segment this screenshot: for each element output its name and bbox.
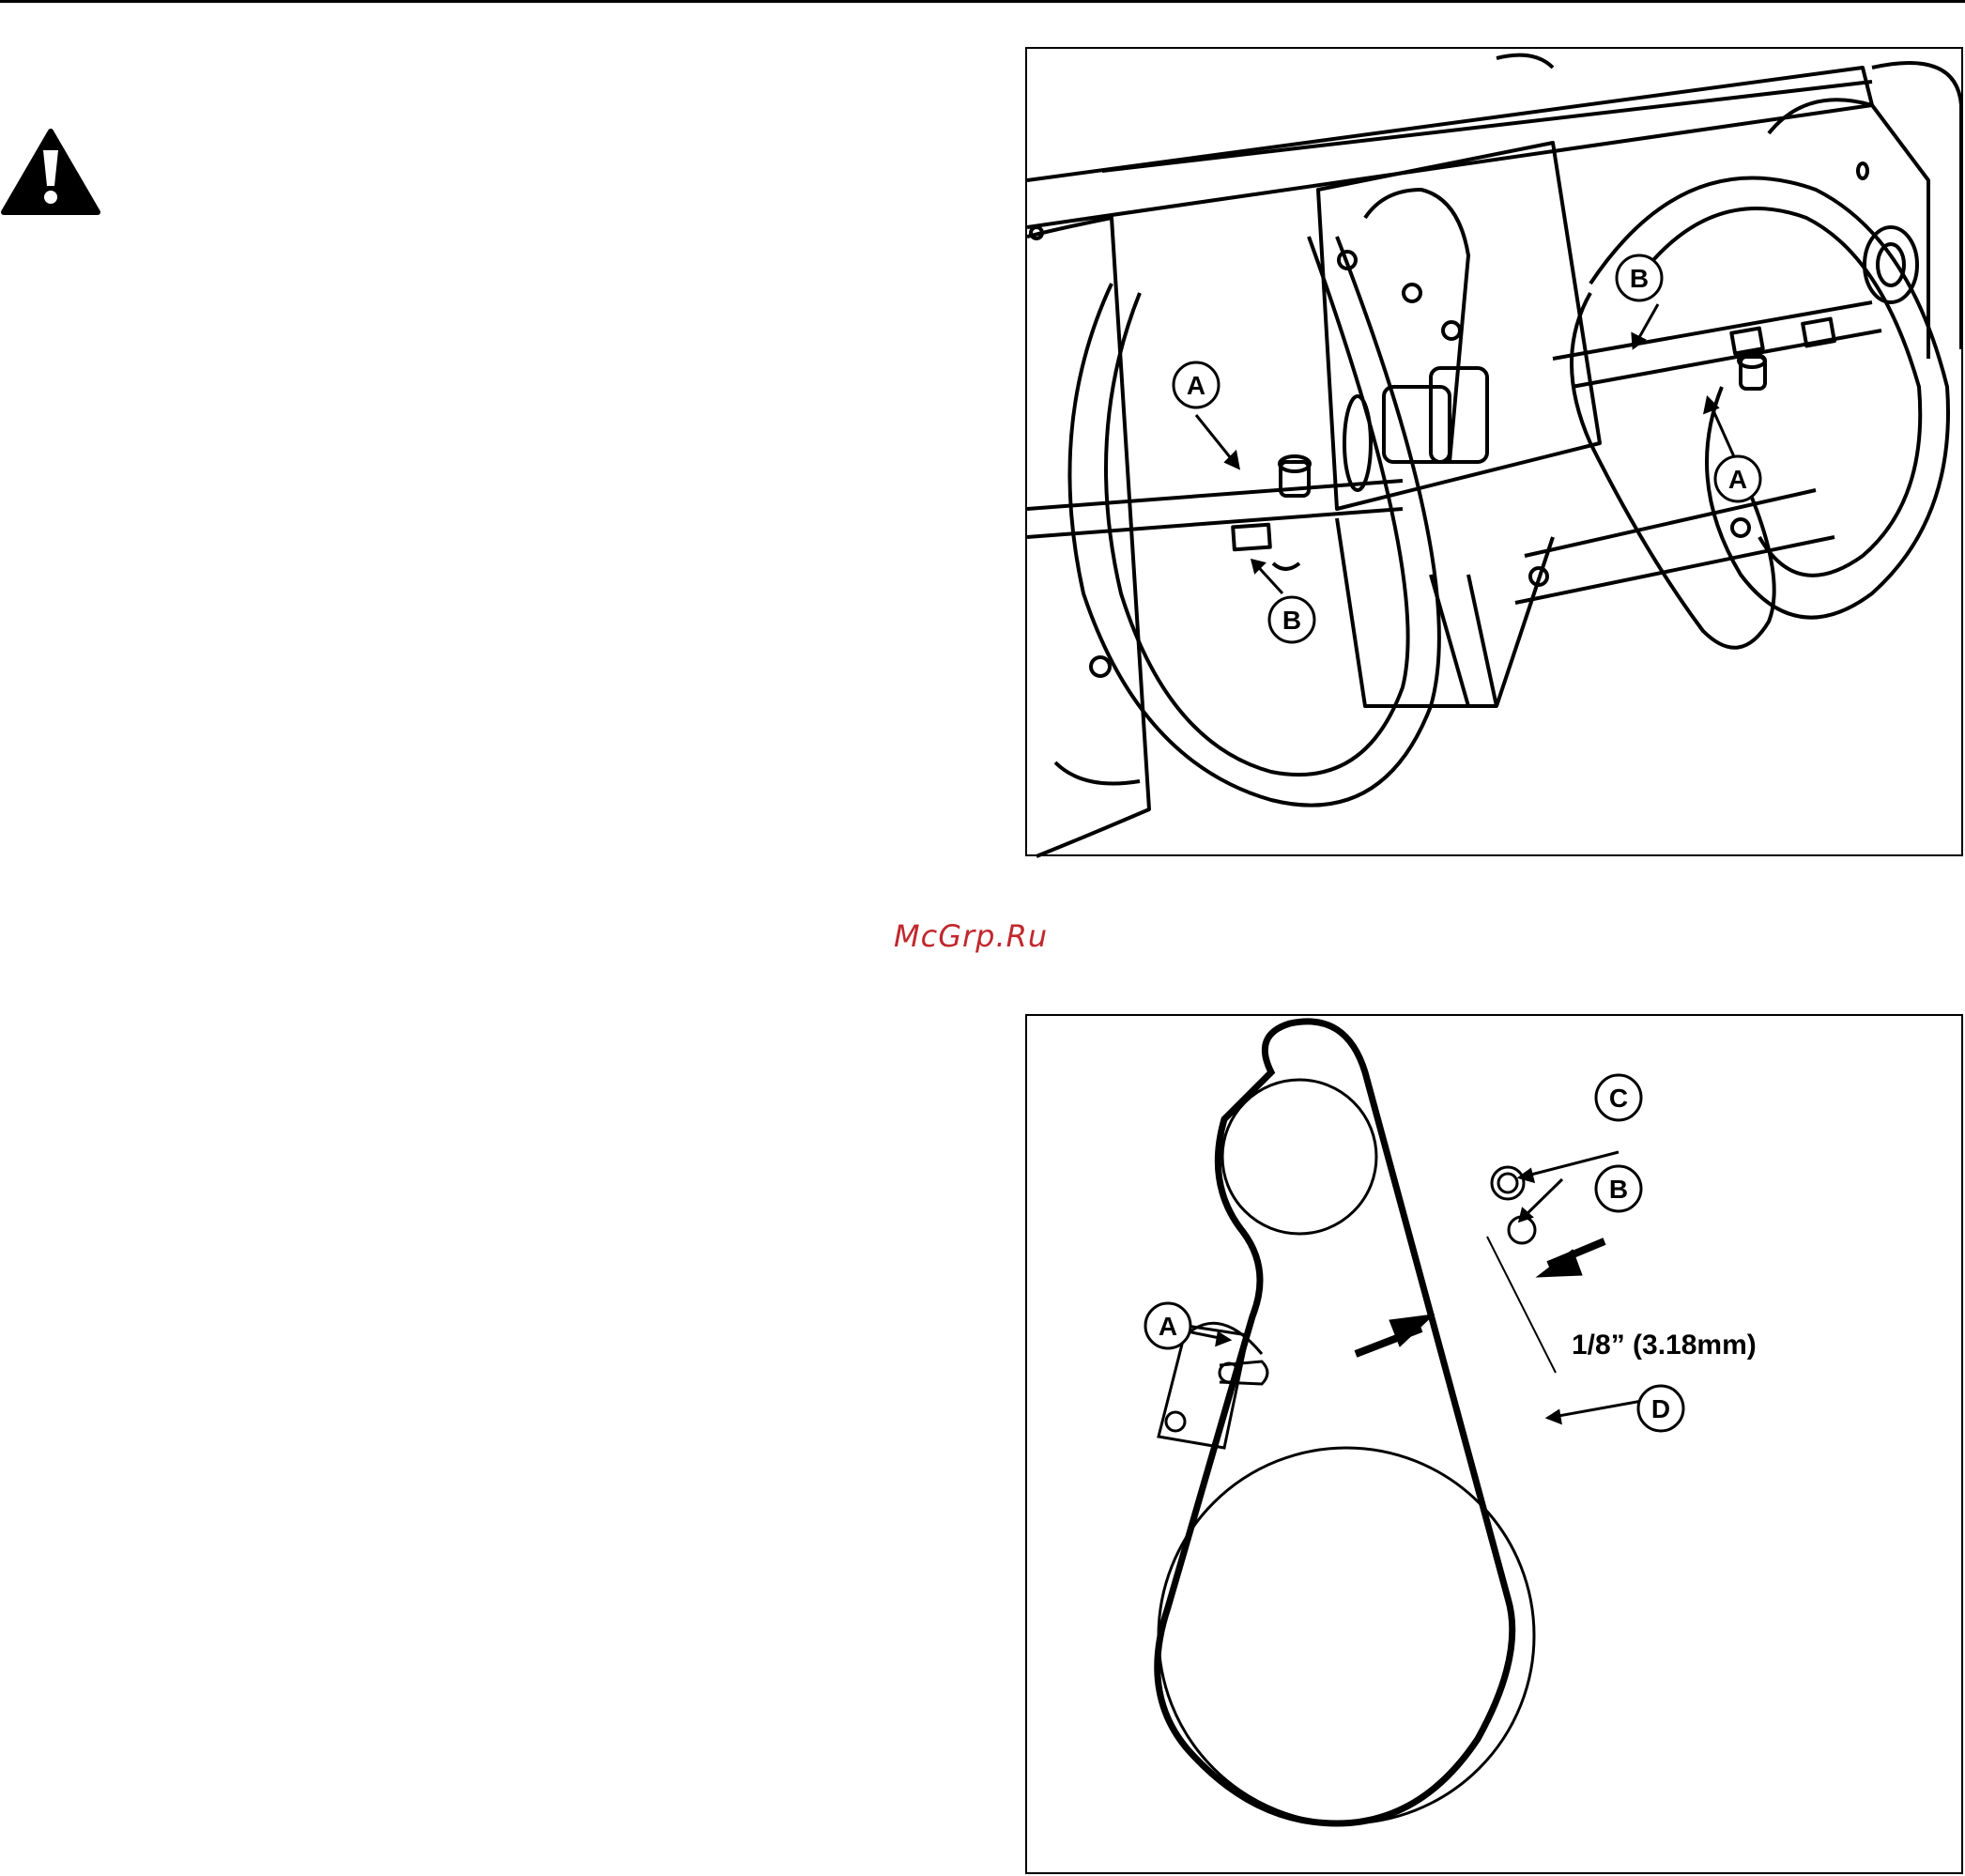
belt-illustration	[1027, 1016, 1965, 1876]
page-top-rule	[0, 0, 1965, 3]
svg-text:B: B	[1608, 1175, 1629, 1204]
warning-triangle-icon	[0, 128, 101, 218]
callout-a-right	[1715, 456, 1760, 501]
svg-text:D: D	[1650, 1394, 1671, 1423]
svg-text:A: A	[1158, 1312, 1178, 1341]
belt-gap-measurement: 1/8” (3.18mm)	[1572, 1330, 1757, 1361]
callout-b-left	[1269, 597, 1314, 642]
svg-text:B: B	[1282, 606, 1302, 635]
svg-text:B: B	[1629, 264, 1650, 293]
auger-shear-pin-figure	[1025, 47, 1963, 856]
callout-b	[1596, 1166, 1641, 1211]
callout-b-right	[1617, 255, 1662, 300]
callout-d	[1638, 1386, 1683, 1431]
auger-illustration	[1027, 49, 1965, 858]
belt-tension-figure	[1025, 1014, 1963, 1874]
svg-text:C: C	[1608, 1084, 1629, 1113]
svg-text:A: A	[1186, 371, 1206, 400]
callout-a	[1145, 1303, 1190, 1348]
callout-c	[1596, 1075, 1641, 1120]
watermark: McGrp.Ru	[894, 918, 1049, 954]
svg-text:A: A	[1727, 465, 1748, 494]
callout-a-left	[1174, 362, 1219, 407]
